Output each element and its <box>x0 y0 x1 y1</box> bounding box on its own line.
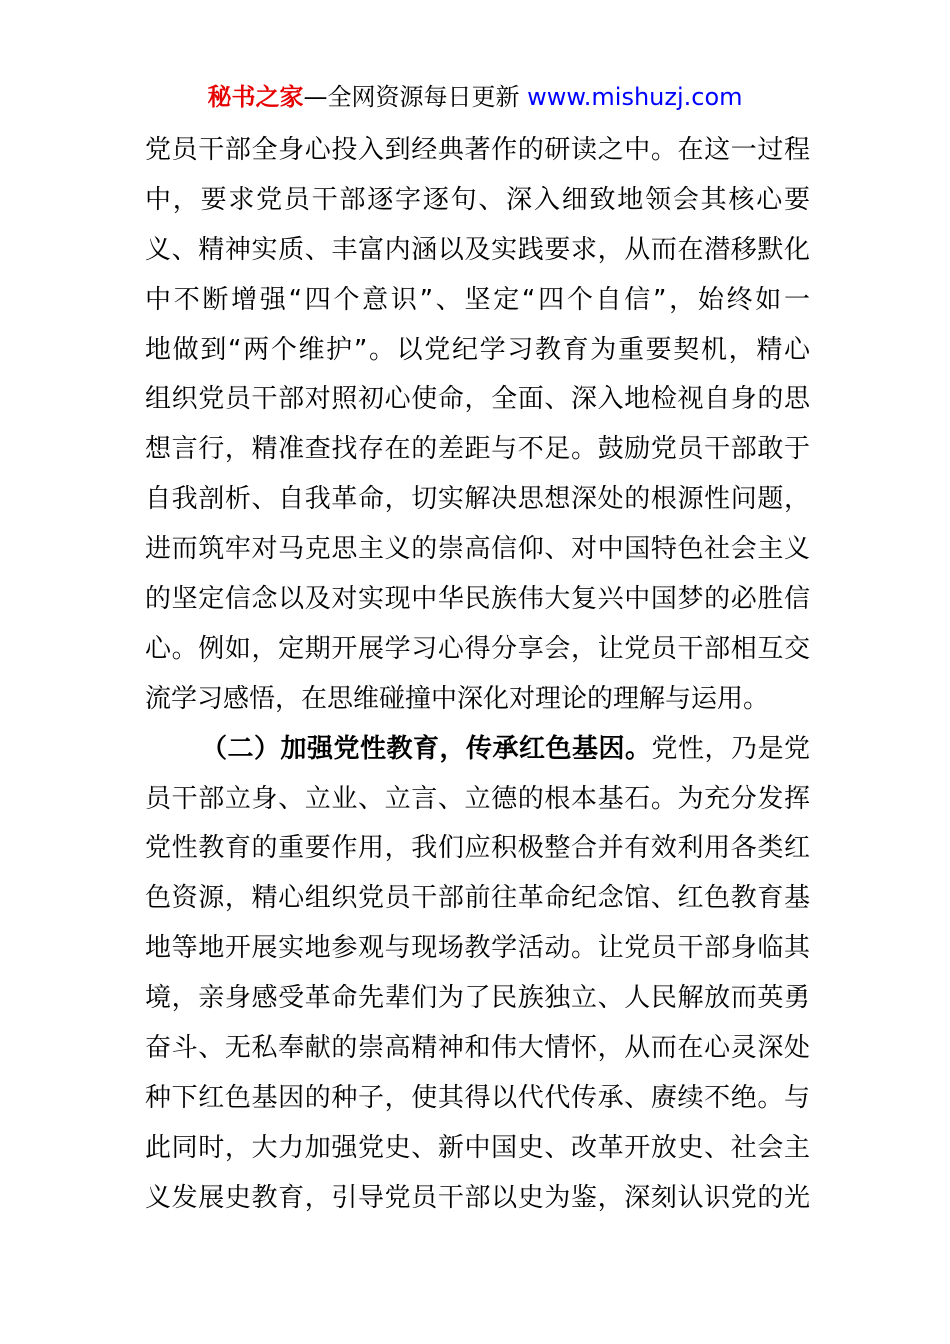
paragraph-line: 中，要求党员干部逐字逐句、深入细致地领会其核心要 <box>145 184 810 215</box>
paragraph-line: 党性教育的重要作用，我们应积极整合并有效利用各类红 <box>145 833 810 864</box>
paragraph-line: 色资源，精心组织党员干部前往革命纪念馆、红色教育基 <box>145 883 810 914</box>
paragraph-line: 进而筑牢对马克思主义的崇高信仰、对中国特色社会主义 <box>145 534 810 565</box>
paragraph-line: 自我剖析、自我革命，切实解决思想深处的根源性问题， <box>145 484 810 515</box>
paragraph-line: 中不断增强“四个意识”、坚定“四个自信”，始终如一 <box>145 284 810 315</box>
paragraph-line: 此同时，大力加强党史、新中国史、改革开放史、社会主 <box>145 1132 810 1163</box>
paragraph-line: 地做到“两个维护”。以党纪学习教育为重要契机，精心 <box>145 334 810 365</box>
paragraph-line: 心。例如，定期开展学习心得分享会，让党员干部相互交 <box>145 633 810 664</box>
section-heading-line <box>145 725 810 775</box>
site-url-link[interactable]: www.mishuzj.com <box>527 83 743 111</box>
paragraph-line: 组织党员干部对照初心使命，全面、深入地检视自身的思 <box>145 384 810 415</box>
site-brand: 秘书之家 <box>207 83 304 111</box>
paragraph-line: 地等地开展实地参观与现场教学活动。让党员干部身临其 <box>145 933 810 964</box>
paragraph-line: 想言行，精准查找存在的差距与不足。鼓励党员干部敢于 <box>145 434 810 465</box>
paragraph-line: 境，亲身感受革命先辈们为了民族独立、人民解放而英勇 <box>145 983 810 1014</box>
paragraph-line: 奋斗、无私奉献的崇高精神和伟大情怀，从而在心灵深处 <box>145 1033 810 1064</box>
paragraph-line: 义发展史教育，引导党员干部以史为鉴，深刻认识党的光 <box>145 1182 810 1213</box>
paragraph-line: 员干部立身、立业、立言、立德的根本基石。为充分发挥 <box>145 783 810 814</box>
page-header <box>0 80 950 114</box>
paragraph-line: 的坚定信念以及对实现中华民族伟大复兴中国梦的必胜信 <box>145 584 810 615</box>
paragraph-line: 种下红色基因的种子，使其得以代代传承、赓续不绝。与 <box>145 1082 810 1113</box>
paragraph-line: 义、精神实质、丰富内涵以及实践要求，从而在潜移默化 <box>145 234 810 265</box>
document-body <box>145 126 810 1224</box>
section-heading-rest: 党性，乃是党 <box>651 733 810 764</box>
section-heading: （二）加强党性教育，传承红色基因。 <box>201 733 652 764</box>
site-tagline: —全网资源每日更新 <box>303 83 528 111</box>
paragraph-line: 流学习感悟，在思维碰撞中深化对理论的理解与运用。 <box>145 683 770 714</box>
paragraph-line: 党员干部全身心投入到经典著作的研读之中。在这一过程 <box>145 135 810 165</box>
